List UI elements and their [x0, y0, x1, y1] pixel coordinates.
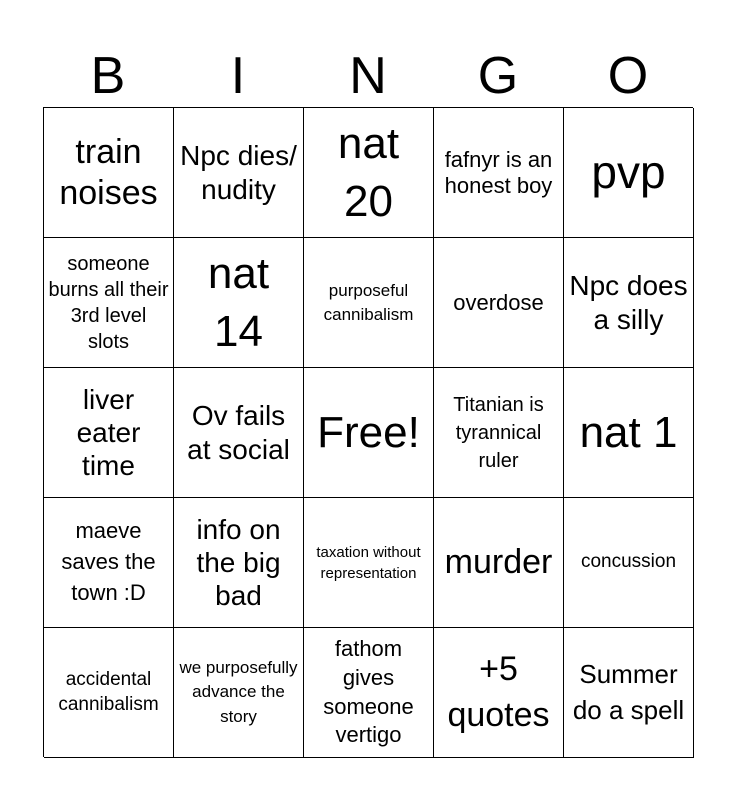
cell-label: Npc dies/ nudity [180, 140, 297, 205]
cell-label: we purposefully advance the story [179, 657, 298, 726]
bingo-cell[interactable] [44, 368, 174, 498]
bingo-cell[interactable] [44, 628, 174, 758]
bingo-cell[interactable] [304, 628, 434, 758]
bingo-cell[interactable] [174, 238, 304, 368]
cell-label: purposeful cannibalism [323, 280, 414, 324]
header-letter-n: N [349, 47, 387, 105]
cell-label: liver eater time [76, 383, 141, 482]
bingo-cell[interactable] [44, 238, 174, 368]
bingo-cell[interactable] [434, 238, 564, 368]
cell-label: train noises [59, 133, 158, 212]
bingo-cell[interactable] [564, 108, 694, 238]
bingo-cell free-space[interactable] [304, 368, 434, 498]
cell-label: +5 quotes [447, 649, 550, 734]
cell-label: pvp [591, 146, 666, 199]
cell-label: someone burns all their 3rd level slots [48, 252, 169, 353]
cell-label: nat 20 [337, 119, 400, 226]
bingo-cell[interactable] [174, 628, 304, 758]
cell-label: Summer do a spell [572, 659, 685, 725]
bingo-cell[interactable] [564, 628, 694, 758]
bingo-cell[interactable] [304, 498, 434, 628]
header-letter-b: B [90, 47, 126, 105]
cell-label: Npc does a silly [569, 270, 688, 335]
cell-label: taxation without representation [316, 543, 421, 582]
bingo-cell[interactable] [434, 498, 564, 628]
cell-label: accidental cannibalism [58, 668, 159, 715]
bingo-cell[interactable] [174, 108, 304, 238]
bingo-cell[interactable] [434, 368, 564, 498]
cell-label: Ov fails at social [187, 400, 290, 465]
bingo-cell[interactable] [44, 108, 174, 238]
bingo-cell[interactable] [174, 368, 304, 498]
cell-label: fafnyr is an honest boy [444, 146, 553, 198]
cell-label: overdose [453, 289, 544, 315]
bingo-cell[interactable] [304, 108, 434, 238]
bingo-cell[interactable] [434, 108, 564, 238]
bingo-cell[interactable] [564, 498, 694, 628]
header-letter-i: I [230, 47, 246, 105]
header-letter-o: O [607, 47, 649, 105]
cell-label: Free! [317, 407, 420, 457]
bingo-cell[interactable] [434, 628, 564, 758]
bingo-cell[interactable] [564, 368, 694, 498]
cell-label: concussion [580, 551, 677, 573]
header-letter-g: G [477, 47, 519, 105]
cell-label: info on the big bad [196, 513, 281, 612]
cell-label: Titanian is tyrannical ruler [453, 393, 544, 472]
cell-label: murder [444, 543, 553, 582]
cell-label: maeve saves the town :D [61, 518, 156, 605]
cell-label: nat 14 [207, 249, 270, 356]
bingo-cell[interactable] [304, 238, 434, 368]
cell-label: fathom gives someone vertigo [323, 636, 414, 748]
bingo-cell[interactable] [564, 238, 694, 368]
cell-label: nat 1 [579, 407, 678, 457]
bingo-grid [43, 107, 693, 757]
bingo-cell[interactable] [174, 498, 304, 628]
bingo-header [43, 44, 693, 108]
bingo-cell[interactable] [44, 498, 174, 628]
